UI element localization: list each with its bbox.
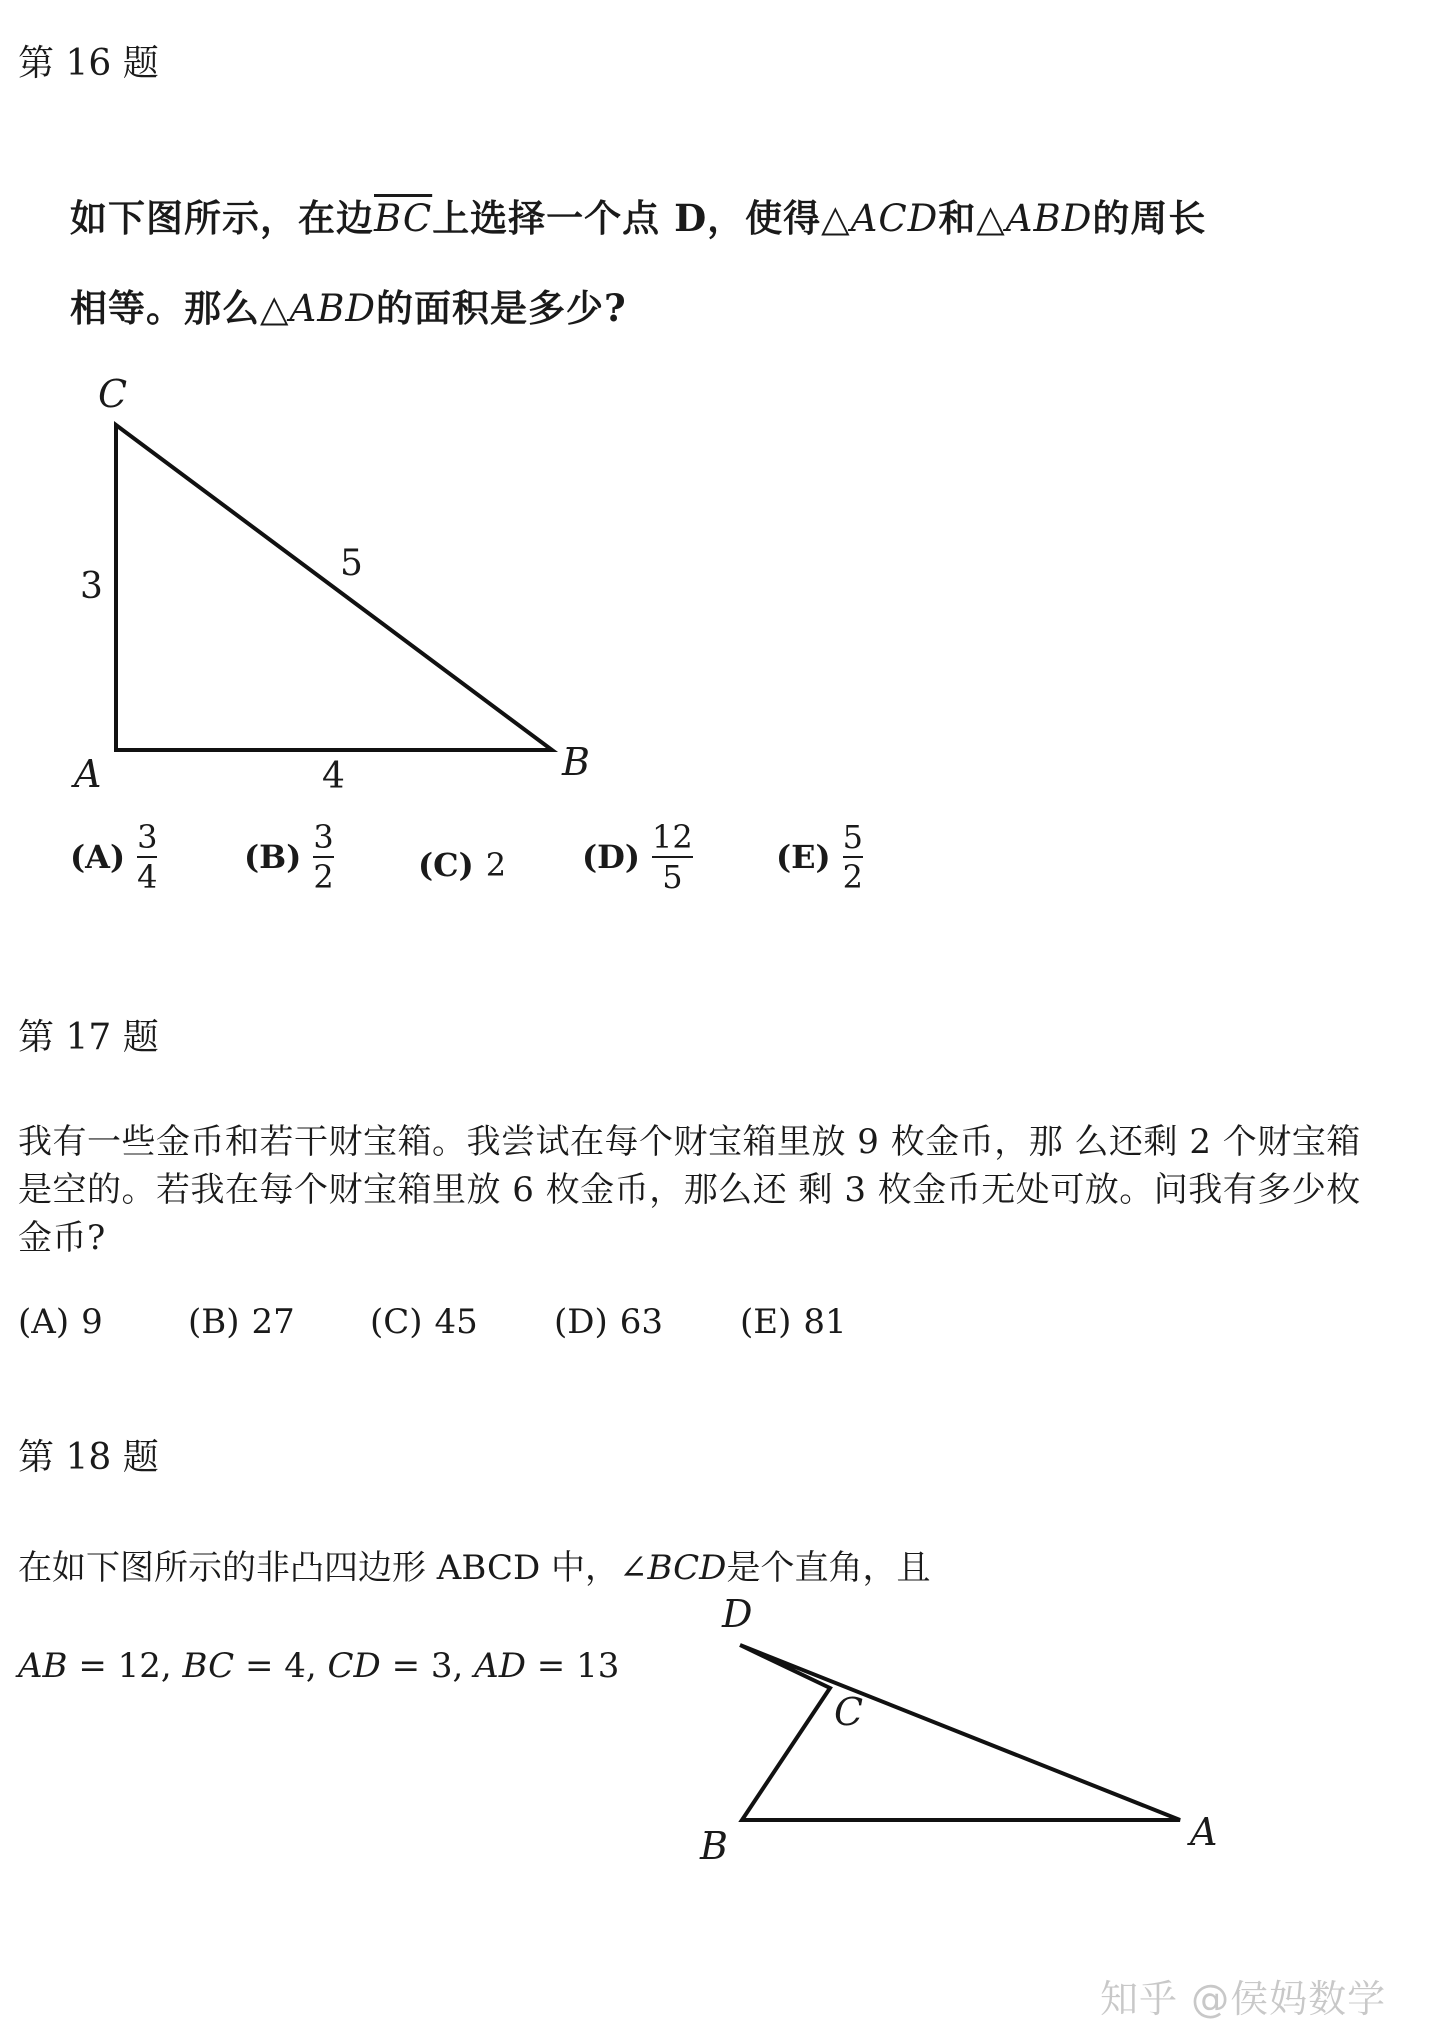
choice-value: 9	[81, 1302, 103, 1342]
vertex-label-c: C	[98, 372, 128, 416]
q17-choice-c[interactable]	[370, 1302, 478, 1342]
q18-heading: 第 18 题	[18, 1437, 159, 1478]
angle-bcd: ∠BCD	[619, 1548, 727, 1588]
q18-conditions	[18, 1646, 619, 1686]
fraction	[137, 820, 157, 894]
q18-text-1a: 在如下图所示的非凸四边形 ABCD 中，	[18, 1548, 620, 1588]
choice-label: (D)	[582, 838, 641, 876]
q16-text-2b: 的面积是多少?	[376, 286, 627, 330]
q18-vertex-label-a: A	[1190, 1810, 1218, 1854]
numerator: 5	[842, 818, 864, 856]
q17-heading: 第 17 题	[18, 1017, 159, 1058]
q17-choice-a[interactable]	[18, 1302, 103, 1342]
q17-choice-e[interactable]	[740, 1302, 847, 1342]
right-triangle-abc	[116, 425, 552, 750]
seg-ab-value: = 12,	[67, 1646, 183, 1686]
choice-label: (E)	[776, 838, 831, 876]
q16-choice-d[interactable]	[582, 820, 693, 894]
q18-text-1b: 是个直角，且	[726, 1548, 931, 1588]
side-label-cb: 5	[340, 543, 363, 584]
q16-text-2a: 相等。那么△	[70, 286, 290, 330]
q17-line-3: 金币?	[18, 1218, 106, 1258]
seg-bc: BC	[182, 1646, 235, 1686]
triangle-acd: ACD	[850, 197, 939, 240]
q16-heading: 第 16 题	[18, 43, 159, 84]
segment-bc: $\overline{BC}$	[374, 197, 433, 240]
quadrilateral-abcd	[740, 1645, 1180, 1820]
q17-choice-d[interactable]	[554, 1302, 663, 1342]
q16-choice-e[interactable]	[776, 820, 863, 894]
seg-bc-value: = 4,	[234, 1646, 328, 1686]
triangle-abd: ABD	[1005, 197, 1093, 240]
seg-cd: CD	[327, 1646, 381, 1686]
numerator: 3	[313, 818, 334, 856]
choice-label: (C)	[418, 846, 474, 884]
seg-ad: AD	[474, 1646, 526, 1686]
fraction	[843, 820, 863, 894]
q16-text-1d: 的周长	[1092, 196, 1207, 240]
q16-text-1c: 和△	[938, 196, 1006, 240]
denominator: 2	[842, 858, 864, 896]
seg-ad-value: = 13	[526, 1646, 620, 1686]
fraction	[652, 820, 693, 894]
choice-label: (B)	[244, 838, 302, 876]
q16-choice-c[interactable]	[418, 846, 506, 884]
q18-vertex-label-d: D	[722, 1592, 753, 1636]
choice-label: (A)	[18, 1302, 70, 1342]
q17-choice-b[interactable]	[188, 1302, 295, 1342]
numerator: 3	[137, 818, 158, 856]
numerator: 12	[652, 818, 693, 856]
choice-label: (D)	[554, 1302, 608, 1342]
watermark: 知乎 @侯妈数学	[1100, 1977, 1387, 2021]
choice-value: 2	[485, 846, 507, 884]
fraction	[313, 820, 333, 894]
side-label-ab: 4	[322, 756, 345, 797]
choice-label: (C)	[370, 1302, 423, 1342]
q17-line-2: 是空的。若我在每个财宝箱里放 6 枚金币，那么还 剩 3 枚金币无处可放。问我有多少枚	[18, 1170, 1361, 1210]
side-label-ac: 3	[80, 566, 103, 607]
denominator: 5	[662, 858, 683, 896]
q18-vertex-label-b: B	[700, 1824, 728, 1868]
q17-line-1: 我有一些金币和若干财宝箱。我尝试在每个财宝箱里放 9 枚金币，那 么还剩 2 个财宝箱	[18, 1122, 1361, 1162]
q18-vertex-label-c: C	[834, 1690, 864, 1734]
choice-label: (A)	[70, 838, 126, 876]
q16-text-1b: 上选择一个点 D，使得△	[432, 196, 851, 240]
denominator: 2	[313, 858, 334, 896]
vertex-label-b: B	[562, 740, 590, 784]
choice-value: 81	[803, 1302, 847, 1342]
choice-label: (E)	[740, 1302, 792, 1342]
q18-text-line1	[18, 1540, 930, 1589]
denominator: 4	[137, 858, 158, 896]
seg-ab: AB	[18, 1646, 68, 1686]
triangle-abd-2: ABD	[289, 287, 377, 330]
q16-choice-b[interactable]	[244, 820, 334, 894]
choice-value: 63	[619, 1302, 664, 1342]
seg-cd-value: = 3,	[380, 1646, 475, 1686]
choice-label: (B)	[188, 1302, 240, 1342]
vertex-label-a: A	[74, 752, 102, 796]
choice-value: 27	[251, 1302, 295, 1342]
q16-text-1a: 如下图所示，在边	[70, 196, 374, 240]
choice-value: 45	[434, 1302, 478, 1342]
q16-choice-a[interactable]	[70, 820, 157, 894]
q17-problem-text	[18, 1118, 1361, 1262]
